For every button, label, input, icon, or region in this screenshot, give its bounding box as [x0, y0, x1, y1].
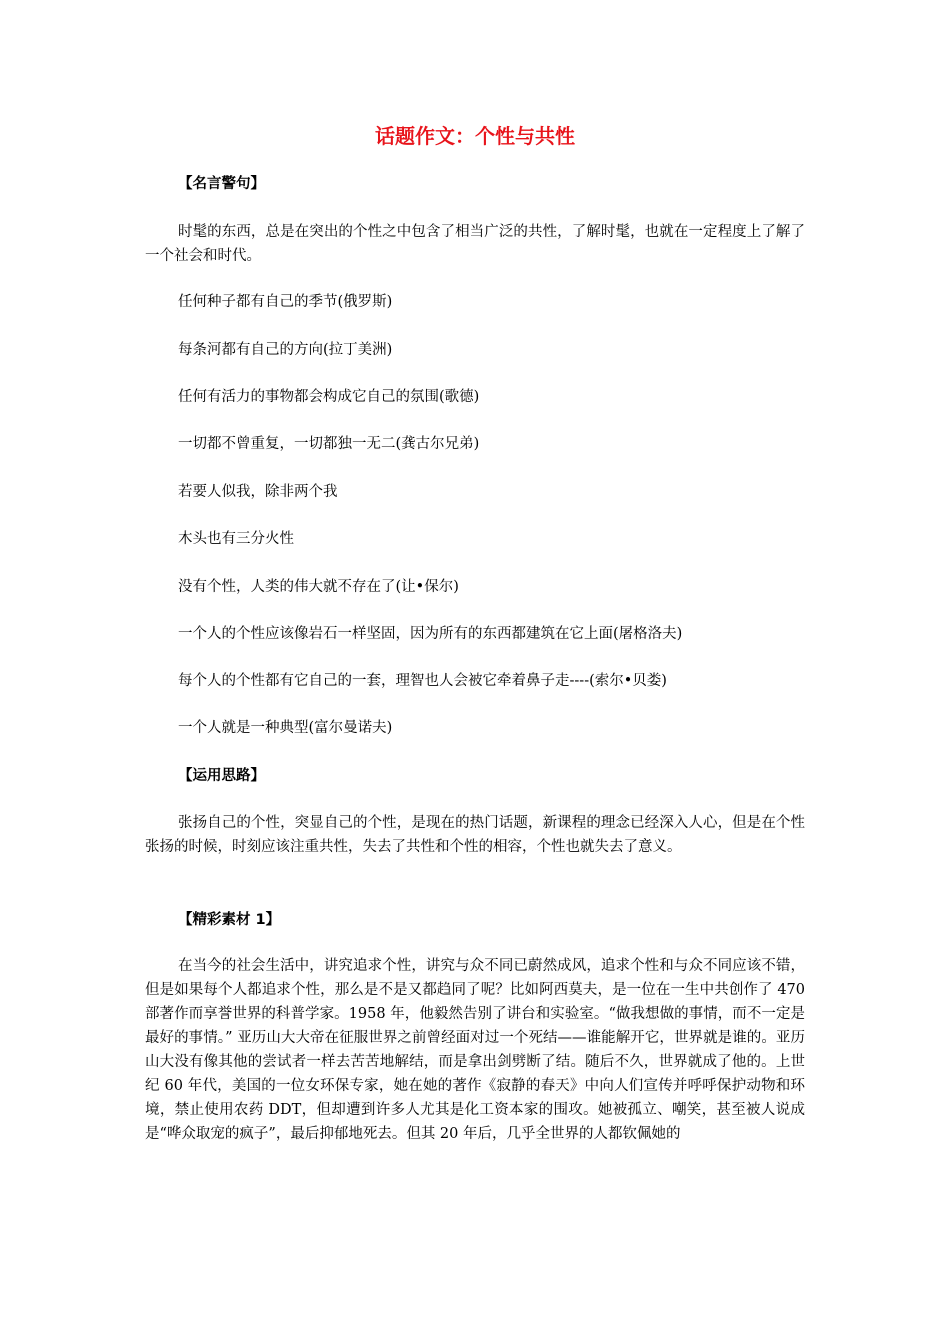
document-title: 话题作文：个性与共性 — [375, 124, 575, 148]
quote-item: 木头也有三分火性 — [178, 531, 294, 547]
quote-item: 每个人的个性都有它自己的一套，理智也人会被它牵着鼻子走----(索尔•贝娄) — [178, 673, 667, 689]
quote-item: 一切都不曾重复，一切都独一无二(龚古尔兄弟) — [178, 436, 480, 452]
material-paragraph: 在当今的社会生活中，讲究追求个性，讲究与众不同已蔚然成风，追求个性和与众不同应该不错，但是如果每个人都追求个性，那么是不是又都趋同了呢？比如阿西莫夫，是一位在一生中共创作了 470 部著作而享誉世界的科普学家。1958 年，他毅然告别了讲台和实验室。“做我想做的事情，而不一定是最好的事情。” 亚历山大大帝在征服世界之前曾经面对过一个死结——谁能解开它，世界就是谁的。亚历山大没有像其他的尝试者一样去苦苦地解结，而是拿出剑劈断了结。随后不久，世界就成了他的。上世纪 60 年代，美国的一位女环保专家，她在她的著作《寂静的春天》中向人们宣传并呼呼保护动物和环境，禁止使用农药 DDT，但却遭到许多人尤其是化工资本家的围攻。她被孤立、嘲笑，甚至被人说成是“哗众取宠的疯子”，最后抑郁地死去。但其 20 年后，几乎全世界的人都钦佩她的 — [145, 958, 805, 1142]
usage-paragraph: 张扬自己的个性，突显自己的个性，是现在的热门话题，新课程的理念已经深入人心，但是在个性张扬的时候，时刻应该注重共性，失去了共性和个性的相容，个性也就失去了意义。 — [145, 815, 805, 855]
intro-paragraph: 时髦的东西，总是在突出的个性之中包含了相当广泛的共性，了解时髦，也就在一定程度上了解了一个社会和时代。 — [145, 224, 805, 264]
usage-heading: 【运用思路】 — [178, 768, 265, 784]
quote-item: 没有个性，人类的伟大就不存在了(让•保尔) — [178, 579, 459, 595]
quote-item: 每条河都有自己的方向(拉丁美洲) — [178, 342, 393, 358]
quote-item: 一个人就是一种典型(富尔曼诺夫) — [178, 720, 393, 736]
quote-item: 任何有活力的事物都会构成它自己的氛围(歌德) — [178, 389, 480, 405]
quote-item: 任何种子都有自己的季节(俄罗斯) — [178, 294, 393, 310]
material-heading: 【精彩素材 1】 — [178, 912, 281, 928]
quotes-heading: 【名言警句】 — [178, 176, 265, 192]
quote-item: 若要人似我，除非两个我 — [178, 484, 338, 500]
quote-item: 一个人的个性应该像岩石一样坚固，因为所有的东西都建筑在它上面(屠格洛夫) — [178, 626, 683, 642]
